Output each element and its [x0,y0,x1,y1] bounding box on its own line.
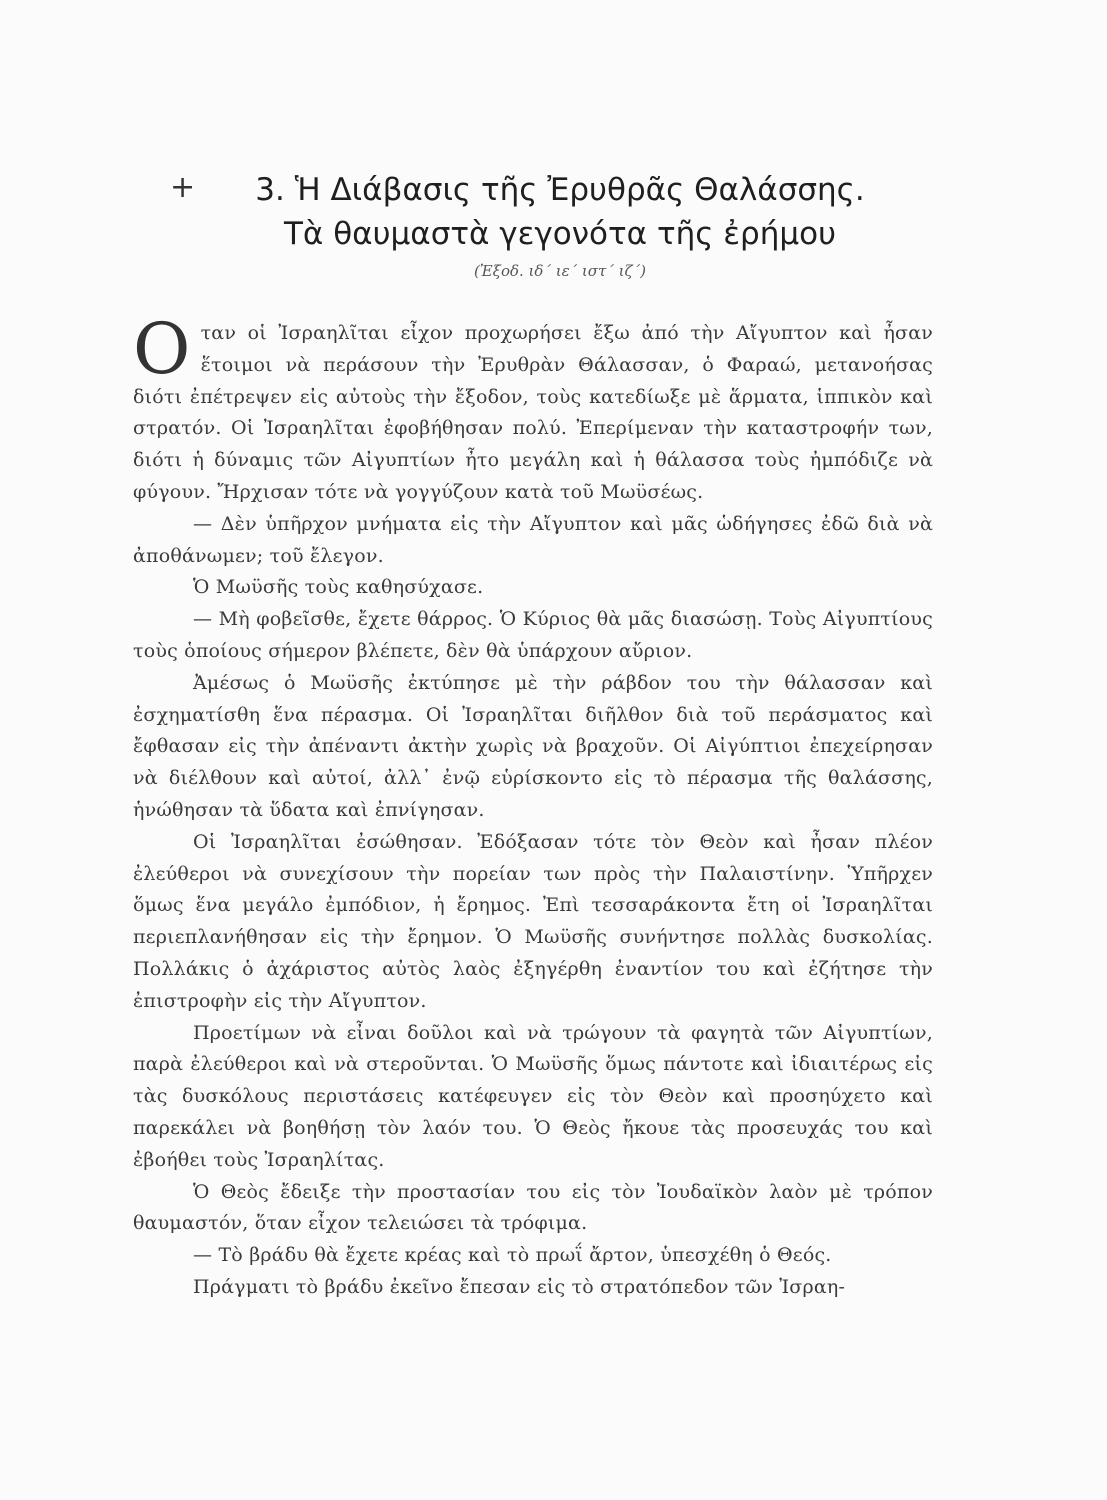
paragraph-9: — Τὸ βράδυ θὰ ἔχετε κρέας καὶ τὸ πρωΐ ἄρτον, ὑπεσχέθη ὁ Θεός. [193,1244,832,1267]
chapter-title-line-1: 3. Ἡ Διάβασις τῆς Ἐρυθρᾶς Θαλάσσης. [255,172,865,208]
scripture-reference: (Ἐξοδ. ιδ΄ ιε΄ ιστ΄ ιζ΄) [474,262,646,280]
body-text [133,308,933,1304]
drop-cap: Ο [133,308,191,390]
paragraph-5: Ἀμέσως ὁ Μωϋσῆς ἐκτύπησε μὲ τὴν ράβδον του τὴν θάλασσαν καὶ ἐσχηματίσθη ἕνα πέρασμα. Οἱ Ἰσραηλῖται διῆλθον διὰ τοῦ περάσματος καὶ ἔφθασαν εἰς τὴν ἀπέναντι ἀκτὴν χωρὶς νὰ βραχοῦν. Οἱ Αἰγύπτιοι ἐπεχείρησαν νὰ διέλθουν καὶ αὐτοί, ἀλλ᾽ ἐνῷ εὑρίσκοντο εἰς τὸ πέρασμα τῆς θαλάσσης, ἡνώθησαν τὰ ὕδατα καὶ ἐπνίγησαν. [133,671,933,821]
paragraph-3: Ὁ Μωϋσῆς τοὺς καθησύχασε. [193,576,484,599]
margin-cross-mark: + [170,170,196,205]
chapter-title-line-2: Τὰ θαυμαστὰ γεγονότα τῆς ἐρήμου [283,216,837,252]
paragraph-10: Πράγματι τὸ βράδυ ἐκεῖνο ἔπεσαν εἰς τὸ στρατόπεδον τῶν Ἰσραη- [193,1275,846,1298]
paragraph-4: — Μὴ φοβεῖσθε, ἔχετε θάρρος. Ὁ Κύριος θὰ μᾶς διασώσῃ. Τοὺς Αἰγυπτίους τοὺς ὁποίους σήμερον βλέπετε, δὲν θὰ ὑπάρχουν αὔριον. [133,608,933,662]
paragraph-7: Προετίμων νὰ εἶναι δοῦλοι καὶ νὰ τρώγουν τὰ φαγητὰ τῶν Αἰγυπτίων, παρὰ ἐλεύθεροι καὶ νὰ στεροῦνται. Ὁ Μωϋσῆς ὅμως πάντοτε καὶ ἰδιαιτέρως εἰς τὰς δυσκόλους περιστάσεις κατέφευγεν εἰς τὸν Θεὸν καὶ προσηύχετο καὶ παρεκάλει νὰ βοηθήσῃ τὸν λαόν του. Ὁ Θεὸς ἤκουε τὰς προσευχάς του καὶ ἐβοήθει τοὺς Ἰσραηλίτας. [133,1021,933,1171]
chapter-title [140,168,980,256]
paragraph-6: Οἱ Ἰσραηλῖται ἐσώθησαν. Ἐδόξασαν τότε τὸν Θεὸν καὶ ἦσαν πλέον ἐλεύθεροι νὰ συνεχίσουν τὴν πορείαν των πρὸς τὴν Παλαιστίνην. Ὑπῆρχεν ὅμως ἕνα μεγάλο ἐμπόδιον, ἡ ἔρημος. Ἐπὶ τεσσαράκοντα ἔτη οἱ Ἰσραηλῖται περιεπλανήθησαν εἰς τὴν ἔρημον. Ὁ Μωϋσῆς συνήντησε πολλὰς δυσκολίας. Πολλάκις ὁ ἀχάριστος αὐτὸς λαὸς ἐξηγέρθη ἐναντίον του καὶ ἐζήτησε τὴν ἐπιστροφὴν εἰς τὴν Αἴγυπτον. [133,830,933,1012]
paragraph-8: Ὁ Θεὸς ἔδειξε τὴν προστασίαν του εἰς τὸν Ἰουδαϊκὸν λαὸν μὲ τρόπον θαυμαστόν, ὅταν εἶχον τελειώσει τὰ τρόφιμα. [133,1180,933,1235]
paragraph-1: Οταν οἱ Ἰσραηλῖται εἶχον προχωρήσει ἔξω ἀπό τὴν Αἴγυπτον καὶ ἦσαν ἕτοιμοι νὰ περάσουν τὴν Ἐρυθρὰν Θάλασσαν, ὁ Φαραώ, μετανοήσας διότι ἐπέτρεψεν εἰς αὐτοὺς τὴν ἔξοδον, τοὺς κατεδίωξε μὲ ἅρματα, ἱππικὸν καὶ στρατόν. Οἱ Ἰσραηλῖται ἐφοβήθησαν πολύ. Ἐπερίμεναν τὴν καταστροφήν των, διότι ἡ δύναμις τῶν Αἰγυπτίων ἦτο μεγάλη καὶ ἡ θάλασσα τοὺς ἠμπόδιζε νὰ φύγουν. Ἤρχισαν τότε νὰ γογγύζουν κατὰ τοῦ Μωϋσέως. [133,308,933,503]
paragraph-2: — Δὲν ὑπῆρχον μνήματα εἰς τὴν Αἴγυπτον καὶ μᾶς ὡδήγησες ἐδῶ διὰ νὰ ἀποθάνωμεν; τοῦ ἔλεγον. [133,512,933,567]
